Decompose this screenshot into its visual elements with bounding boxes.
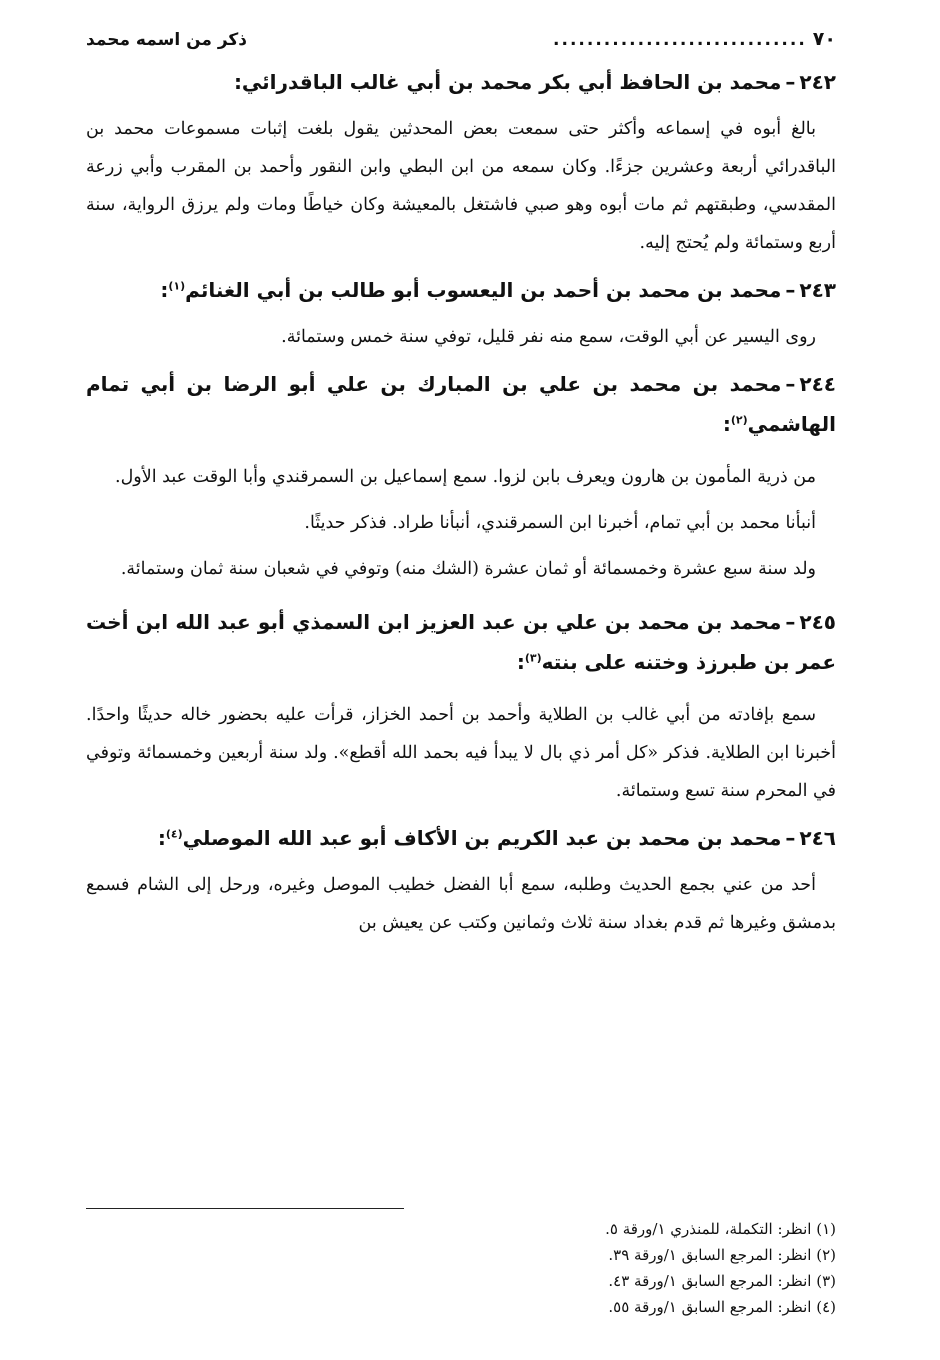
- entry-title-242: ٢٤٢–محمد بن الحافظ أبي بكر محمد بن أبي غالب الباقدرائي:: [233, 70, 836, 94]
- entry-title-245: ٢٤٥–محمد بن محمد بن علي بن عبد العزيز ابن السمذي أبو عبد الله ابن أخت عمر بن طبرزذ وختنه على بنته$^{(٣)}$:: [86, 610, 836, 674]
- footnote-divider: [86, 1208, 404, 1209]
- entry-paragraph: بالغ أبوه في إسماعه وأكثر حتى سمعت بعض المحدثين يقول بلغت إثبات مسموعات محمد بن الباقدرائي أربعة وعشرين جزءًا. وكان سمعه من ابن البطي وابن النقور وأحمد بن المقرب وأبي زرعة المقدسي، وطبقتهم ثم مات أبوه وهو صبي فاشتغل بالمعيشة وكان خياطًا ومات ولم يرزق الرواية، سنة أربع وستمائة ولم يُحتج إليه.: [86, 119, 836, 253]
- entry-title-246: ٢٤٦–محمد بن محمد بن عبد الكريم بن الأكاف أبو عبد الله الموصلي$^{(٤)}$:: [157, 826, 836, 850]
- footnote-3: (٣) انظر: المرجع السابق ١/ورقة ٤٣.: [608, 1272, 836, 1290]
- entry-paragraph: ولد سنة سبع عشرة وخمسمائة أو ثمان عشرة (الشك منه) وتوفي في شعبان سنة ثمان وستمائة.: [120, 559, 816, 579]
- footnote-mark: (٤): [165, 827, 183, 841]
- entry-number: ٢٤٤: [799, 372, 836, 396]
- entry-name: محمد بن الحافظ أبي بكر محمد بن أبي غالب الباقدرائي:: [233, 70, 782, 94]
- footnote-mark: (٢): [730, 413, 748, 427]
- running-header: [86, 28, 836, 62]
- chapter-title: ذكر من اسمه محمد: [86, 30, 248, 50]
- entry-number: ٢٤٦: [799, 826, 836, 850]
- entry-name: محمد بن محمد بن علي بن عبد العزيز ابن السمذي أبو عبد الله ابن أخت عمر بن طبرزذ وختنه على بنته: [86, 610, 836, 674]
- entry-paragraph: روى اليسير عن أبي الوقت، سمع منه نفر قليل، توفي سنة خمس وستمائة.: [281, 327, 816, 347]
- footnote-4: (٤) انظر: المرجع السابق ١/ورقة ٥٥.: [608, 1298, 836, 1316]
- entry-paragraph: أنبأنا محمد بن أبي تمام، أخبرنا ابن السمرقندي، أنبأنا طراد. فذكر حديثًا.: [304, 513, 816, 533]
- entry-title-243: ٢٤٣–محمد بن محمد بن أحمد بن اليعسوب أبو طالب بن أبي الغنائم$^{(١)}$:: [160, 278, 836, 302]
- entry-name: محمد بن محمد بن علي بن المبارك بن علي أبو الرضا بن أبي تمام الهاشمي: [86, 372, 836, 436]
- entry-number: ٢٤٣: [799, 278, 836, 302]
- footnote-1: (١) انظر: التكملة، للمنذري ١/ورقة ٥.: [605, 1220, 836, 1238]
- leader-dots: ..............................: [553, 30, 807, 50]
- entry-paragraph: أحد من عني بجمع الحديث وطلبه، سمع أبا الفضل خطيب الموصل وغيره، ورحل إلى الشام فسمع بدمشق وغيرها ثم قدم بغداد سنة ثلاث وثمانين وكتب عن يعيش بن: [86, 875, 836, 933]
- page-number: ٧٠: [812, 28, 836, 50]
- entry-number: ٢٤٥: [799, 610, 836, 634]
- entry-paragraph: من ذرية المأمون بن هارون ويعرف بابن لزوا. سمع إسماعيل بن السمرقندي وأبا الوقت عبد الأول.: [115, 467, 816, 487]
- entry-paragraph: سمع بإفادته من أبي غالب بن الطلاية وأحمد بن أحمد الخزاز، قرأت عليه بحضور خاله حديثًا واحدًا. أخبرنا ابن الطلاية. فذكر «كل أمر ذي بال لا يبدأ فيه بحمد الله أقطع». ولد سنة أربعين وخمسمائة وتوفي في المحرم سنة تسع وستمائة.: [86, 705, 836, 801]
- entry-title-244: ٢٤٤–محمد بن محمد بن علي بن المبارك بن علي أبو الرضا بن أبي تمام الهاشمي$^{(٢)}$:: [86, 372, 836, 436]
- footnote-mark: (١): [168, 279, 186, 293]
- entry-name: محمد بن محمد بن أحمد بن اليعسوب أبو طالب بن أبي الغنائم: [185, 278, 782, 302]
- footnotes: [86, 1216, 836, 1320]
- footnote-2: (٢) انظر: المرجع السابق ١/ورقة ٣٩.: [608, 1246, 836, 1264]
- book-page: [86, 28, 836, 1338]
- entry-number: ٢٤٢: [799, 70, 836, 94]
- entry-name: محمد بن محمد بن عبد الكريم بن الأكاف أبو عبد الله الموصلي: [182, 826, 782, 850]
- footnote-mark: (٣): [524, 651, 542, 665]
